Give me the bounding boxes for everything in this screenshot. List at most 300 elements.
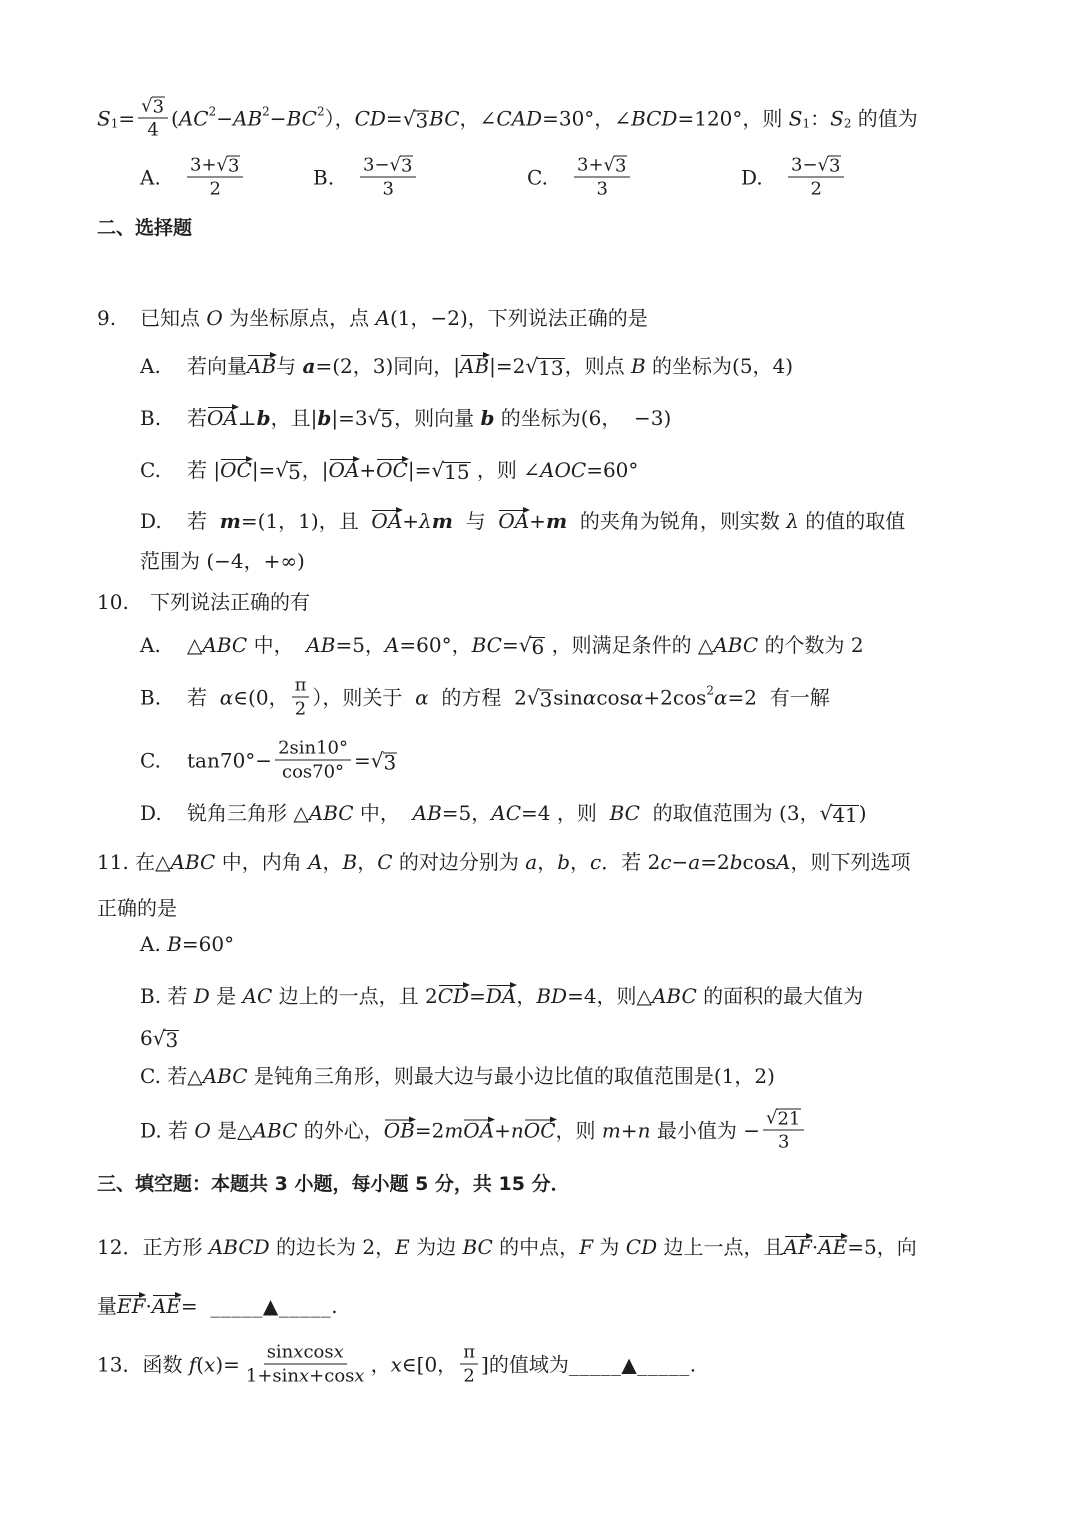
math-variable: A: [776, 850, 791, 874]
math-variable: BC: [429, 106, 460, 130]
fraction: [788, 155, 844, 200]
math-variable: α: [582, 685, 597, 709]
q10-option-a: [140, 633, 864, 657]
math-variable: BC: [462, 1235, 493, 1259]
text-run: =: [385, 106, 403, 130]
text-run: =30°，∠: [542, 106, 632, 130]
fraction-denominator: 3: [596, 178, 608, 200]
text-run: =: [501, 633, 519, 657]
vector: DA: [485, 984, 517, 1008]
q11-option-d: [140, 1108, 807, 1153]
text-run: =60°: [181, 932, 235, 956]
text-run: .: [689, 1352, 697, 1376]
text-run: 中，内角: [215, 850, 309, 874]
math-variable: B: [630, 354, 646, 378]
sqrt: [820, 801, 859, 825]
q10-option-d: [140, 801, 867, 825]
text-run: 若向量: [187, 354, 247, 378]
sqrt: [604, 155, 628, 176]
q10-stem-line: [97, 590, 310, 614]
math-variable: α: [714, 685, 728, 709]
math-variable: BC: [286, 106, 317, 130]
superscript: 2: [208, 104, 217, 118]
q11-option-b: [140, 984, 863, 1008]
text-run: +2cos: [643, 685, 707, 709]
fraction-denominator: 2: [209, 178, 221, 200]
text-run: ，: [537, 850, 558, 874]
text-run: tan70°−: [187, 748, 273, 772]
math-variable: S: [97, 106, 111, 130]
option-label: D.: [741, 165, 763, 189]
fraction-denominator: 2: [294, 698, 307, 720]
math-variable: ABC: [202, 1064, 248, 1088]
text-run: =(1，1)，且: [240, 509, 372, 533]
vector: OA: [498, 509, 530, 533]
fraction-numerator: π: [292, 675, 310, 698]
text-run: ，: [370, 1352, 391, 1376]
option-label: A.: [140, 354, 161, 378]
fraction: [292, 675, 310, 720]
text-run: ]的值域为: [481, 1352, 569, 1376]
q9-option-b: [140, 406, 671, 430]
math-variable: c: [660, 850, 672, 874]
fraction: [763, 1108, 804, 1153]
sqrt-radicand: √ 3: [415, 108, 429, 132]
text-run: ，: [357, 850, 378, 874]
sqrt: [368, 406, 394, 430]
text-run: +cos: [309, 1365, 355, 1387]
math-variable: AB: [306, 633, 336, 657]
math-variable: CD: [625, 1235, 658, 1259]
fraction: [574, 155, 630, 200]
vector: OA: [207, 406, 238, 430]
text-run: 与: [276, 354, 303, 378]
answer-blank: _____▲_____: [568, 1352, 690, 1376]
fraction: [138, 96, 168, 141]
math-variable: ABC: [252, 1118, 298, 1142]
vector-variable: a: [302, 354, 316, 378]
math-variable: AB: [233, 106, 263, 130]
subscript: 1: [802, 116, 811, 130]
math-variable: b: [729, 850, 743, 874]
math-variable: m: [601, 1118, 621, 1142]
sqrt: [141, 96, 165, 117]
vector-variable: b: [480, 406, 495, 430]
math-variable: λ: [786, 509, 799, 533]
text-run: sin: [266, 1341, 294, 1363]
math-variable: x: [354, 1365, 365, 1387]
text-run: 最小值为 −: [650, 1118, 760, 1142]
sqrt-radicand: √ 5: [288, 460, 301, 484]
text-run: |=2: [489, 354, 526, 378]
fraction-numerator: [138, 96, 168, 119]
text-run: =4，则△: [567, 984, 652, 1008]
vector-variable: m: [219, 509, 241, 533]
text-run: 的对边分别为: [392, 850, 526, 874]
subscript: 2: [843, 116, 852, 130]
text-run: ，∠: [459, 106, 497, 130]
fraction: [460, 1342, 478, 1387]
fraction-numerator: [574, 155, 630, 178]
math-variable: AC: [491, 801, 522, 825]
text-run: =5，: [441, 801, 492, 825]
text-run: 范围为 (−4，+∞): [140, 549, 305, 573]
text-run: 若: [187, 406, 207, 430]
text-run: =60°: [586, 458, 639, 482]
q11-option-b-continued: [140, 1026, 179, 1050]
math-variable: x: [390, 1352, 402, 1376]
math-variable: b: [557, 850, 571, 874]
text-run: 为坐标原点，点: [222, 306, 376, 330]
q9-option-a: [140, 354, 793, 378]
text-run: ．若 2: [601, 850, 661, 874]
fraction-numerator: 2sin10°: [275, 738, 351, 761]
text-run: |=3: [331, 406, 368, 430]
math-variable: n: [510, 1118, 524, 1142]
sqrt-radicand: √ 6: [531, 635, 545, 659]
text-run: =60°，: [399, 633, 472, 657]
text-run: =2: [700, 850, 730, 874]
vector: AE: [151, 1294, 181, 1318]
text-run: ∈[0，: [401, 1352, 458, 1376]
sqrt-radicand: √ 3: [829, 155, 841, 177]
math-variable: C: [377, 850, 393, 874]
fraction-numerator: π: [460, 1342, 478, 1365]
text-run: =120°，则: [677, 106, 789, 130]
text-run: 的值的取值: [798, 509, 906, 533]
q11-option-a: [140, 932, 234, 956]
math-variable: x: [333, 1341, 344, 1363]
text-run: ，且|: [270, 406, 318, 430]
option-label: B.: [140, 406, 162, 430]
text-run: )=: [215, 1352, 240, 1376]
math-variable: α: [219, 685, 234, 709]
q13-stem-line: [97, 1342, 696, 1387]
fraction-numerator: [187, 155, 243, 178]
text-run: (: [196, 1352, 205, 1376]
math-variable: a: [688, 850, 701, 874]
math-variable: BC: [609, 801, 640, 825]
vector: OC: [376, 458, 408, 482]
vector: OA: [371, 509, 403, 533]
text-run: ，则: [555, 1118, 602, 1142]
text-run: 11. 在△: [97, 850, 171, 874]
vector: OB: [383, 1118, 415, 1142]
math-variable: ABC: [713, 633, 759, 657]
text-run: +: [620, 1118, 638, 1142]
text-run: 3−: [791, 154, 818, 176]
text-run: D. 若: [140, 1118, 195, 1142]
math-variable: O: [206, 306, 223, 330]
text-run: 的中点，: [492, 1235, 580, 1259]
math-variable: A: [384, 633, 400, 657]
vector: OC: [523, 1118, 556, 1142]
text-run: 为: [593, 1235, 626, 1259]
text-run: ∈(0，: [233, 685, 289, 709]
text-run: 6: [140, 1026, 153, 1050]
q8-stem-line: [97, 96, 918, 141]
math-variable: A: [375, 306, 390, 330]
vector: AB: [247, 354, 277, 378]
text-run: (: [171, 106, 179, 130]
fraction-denominator: 4: [147, 119, 159, 141]
sqrt: [766, 1108, 801, 1129]
math-variable: B: [167, 932, 182, 956]
text-run: ，则点: [564, 354, 631, 378]
sqrt-radicand: √ 5: [380, 408, 394, 432]
text-run: 3+: [190, 154, 217, 176]
vector: CD: [437, 984, 470, 1008]
math-variable: S: [788, 106, 803, 130]
option-label: A.: [140, 633, 161, 657]
fraction-denominator: cos70°: [282, 761, 345, 783]
math-variable: a: [525, 850, 538, 874]
option-label: B.: [140, 685, 162, 709]
text-run: sin: [553, 685, 583, 709]
q8-option-c: [527, 155, 633, 200]
text-run: 若 |: [187, 458, 221, 482]
text-run: 12．正方形: [97, 1235, 209, 1259]
math-variable: α: [629, 685, 644, 709]
sqrt: [519, 633, 545, 657]
answer-blank: _____▲_____: [210, 1294, 332, 1318]
text-run: 是: [209, 984, 243, 1008]
text-run: 与: [452, 509, 499, 533]
text-run: 3+: [577, 154, 604, 176]
text-run: ，|: [301, 458, 329, 482]
q11-stem-line: [97, 850, 911, 874]
sqrt: [275, 458, 301, 482]
text-run: 3−: [363, 154, 390, 176]
sqrt-radicand: √ 3: [152, 96, 165, 118]
text-run: ·: [145, 1294, 152, 1318]
sqrt-radicand: √ 15: [444, 460, 470, 484]
text-run: ：: [810, 106, 831, 130]
superscript: 2: [706, 683, 715, 697]
math-variable: λ: [419, 509, 432, 533]
text-run: cos: [596, 685, 630, 709]
math-variable: O: [194, 1118, 211, 1142]
text-run: ⊥: [237, 406, 257, 430]
math-variable: x: [293, 1341, 304, 1363]
q9-option-d-continued: [140, 549, 305, 573]
text-run: ，: [570, 850, 591, 874]
sqrt: [371, 748, 397, 772]
subscript: 1: [110, 116, 119, 130]
vector: AF: [783, 1235, 812, 1259]
text-run: 是钝角三角形，则最大边与最小边比值的取值范围是(1，2): [247, 1064, 775, 1088]
text-run: 13．函数: [97, 1352, 189, 1376]
q10-option-b: [140, 675, 830, 720]
text-run: =: [118, 106, 136, 130]
section-heading-2: [97, 216, 192, 240]
fraction-numerator: [788, 155, 844, 178]
text-run: =2: [414, 1118, 445, 1142]
sqrt: [527, 685, 553, 709]
fraction: [243, 1342, 368, 1387]
vector: OA: [463, 1118, 495, 1142]
text-run: =: [180, 1294, 211, 1318]
sqrt: [403, 106, 429, 130]
text-run: 的面积的最大值为: [696, 984, 864, 1008]
fraction: [360, 155, 416, 200]
text-run: ，则向量: [394, 406, 481, 430]
sqrt-radicand: √ 3: [228, 155, 240, 177]
superscript: 2: [262, 104, 270, 118]
text-run: ·: [811, 1235, 819, 1259]
text-run: 边上的一点，且 2: [272, 984, 438, 1008]
text-run: ，: [322, 850, 343, 874]
text-run: 的夹角为锐角，则实数: [567, 509, 787, 533]
math-variable: S: [830, 106, 844, 130]
fraction-denominator: 2: [463, 1365, 475, 1387]
math-variable: x: [299, 1365, 310, 1387]
fraction-numerator: [264, 1342, 347, 1365]
math-variable: F: [579, 1235, 594, 1259]
question-number: 10.: [97, 590, 129, 614]
vector-variable: m: [431, 509, 453, 533]
superscript: 2: [316, 104, 325, 118]
text-run: cos: [742, 850, 777, 874]
text-run: −: [671, 850, 689, 874]
text-run: 若: [187, 509, 220, 533]
text-run: 的值为: [851, 106, 918, 130]
option-label: C.: [140, 458, 161, 482]
text-run: △: [187, 633, 203, 657]
vector: AE: [818, 1235, 848, 1259]
q12-stem-continued: [97, 1294, 338, 1318]
option-label: A.: [140, 165, 161, 189]
text-run: =5，: [335, 633, 385, 657]
text-run: 的边长为 2，: [269, 1235, 396, 1259]
option-label: C.: [527, 165, 548, 189]
sqrt-radicand: √ 21: [777, 1108, 801, 1130]
text-run: B. 若: [140, 984, 194, 1008]
text-run: 的坐标为(5，4): [645, 354, 794, 378]
q9-option-c: [140, 458, 638, 482]
fraction: [187, 155, 243, 200]
math-variable: ABC: [651, 984, 697, 1008]
section-title: 二、选择题: [97, 217, 193, 239]
q9-stem-line: [97, 306, 648, 330]
q10-option-c: [140, 738, 397, 783]
math-variable: ABC: [170, 850, 216, 874]
q8-option-d: [741, 155, 847, 200]
vector: EF: [117, 1294, 146, 1318]
text-run: |=: [251, 458, 276, 482]
text-run: |=: [407, 458, 432, 482]
text-run: 锐角三角形 △: [187, 801, 309, 825]
q8-option-b: [313, 155, 419, 200]
text-run: (1，−2)，下列说法正确的是: [389, 306, 648, 330]
text-run: 边上一点，且: [657, 1235, 784, 1259]
q12-stem-line: [97, 1235, 917, 1259]
question-number: 9.: [97, 306, 117, 330]
text-run: 的个数为 2: [758, 633, 864, 657]
vector-variable: b: [256, 406, 271, 430]
sqrt: [390, 155, 414, 176]
text-run: 的取值范围为 (3，: [639, 801, 820, 825]
text-run: 中，: [247, 633, 307, 657]
math-variable: f: [188, 1352, 197, 1376]
text-run: 量: [97, 1294, 117, 1318]
text-run: ，: [516, 984, 537, 1008]
option-label: C.: [140, 748, 161, 772]
math-variable: CAD: [496, 106, 543, 130]
q11-option-c: [140, 1064, 775, 1088]
text-run: ，则下列选项: [790, 850, 911, 874]
math-variable: AC: [178, 106, 209, 130]
sqrt-radicand: √ 41: [832, 803, 858, 827]
text-run: −: [269, 106, 287, 130]
text-run: ，则满足条件的 △: [545, 633, 714, 657]
text-run: 正确的是: [97, 896, 177, 920]
text-run: =2 有一解: [727, 685, 830, 709]
text-run: −: [216, 106, 234, 130]
math-variable: D: [193, 984, 210, 1008]
fraction-numerator: [763, 1108, 804, 1131]
text-run: 的外心，: [297, 1118, 384, 1142]
text-run: cos: [303, 1341, 334, 1363]
text-run: 1+sin: [245, 1365, 299, 1387]
vector-variable: m: [545, 509, 568, 533]
text-run: 的坐标为(6， −3): [494, 406, 672, 430]
math-variable: α: [415, 685, 429, 709]
sqrt-radicand: √ 3: [401, 155, 413, 177]
text-run: A.: [140, 932, 168, 956]
sqrt-radicand: √ 3: [165, 1028, 179, 1052]
fraction-denominator: [243, 1365, 368, 1387]
section-title: 三、填空题：本题共 3 小题，每小题 5 分，共 15 分．: [97, 1173, 570, 1195]
sqrt-radicand: √ 13: [538, 356, 564, 380]
math-variable: E: [395, 1235, 410, 1259]
vector-variable: b: [317, 406, 332, 430]
sqrt: [431, 458, 470, 482]
math-variable: AB: [412, 801, 442, 825]
sqrt: [818, 155, 842, 176]
math-variable: BC: [471, 633, 502, 657]
text-run: 是△: [210, 1118, 253, 1142]
sqrt-radicand: √ 3: [615, 155, 627, 177]
option-label: B.: [313, 165, 335, 189]
math-variable: ABC: [308, 801, 354, 825]
math-variable: BCD: [631, 106, 678, 130]
text-run: ），则关于: [312, 685, 416, 709]
math-variable: B: [342, 850, 358, 874]
text-run: +: [529, 509, 546, 533]
sqrt: [217, 155, 241, 176]
text-run: +: [402, 509, 420, 533]
q8-option-a: [140, 155, 246, 200]
sqrt-radicand: √ 3: [539, 687, 553, 711]
math-variable: n: [637, 1118, 651, 1142]
fraction-denominator: 2: [810, 178, 822, 200]
text-run: +: [359, 458, 377, 482]
vector: OA: [328, 458, 360, 482]
text-run: =: [469, 984, 486, 1008]
text-run: ): [858, 801, 867, 825]
option-label: D.: [140, 509, 162, 533]
math-variable: c: [590, 850, 602, 874]
math-variable: AOC: [540, 458, 587, 482]
sqrt-radicand: √ 3: [383, 750, 397, 774]
math-variable: CD: [354, 106, 386, 130]
text-run: =: [354, 748, 371, 772]
math-variable: A: [308, 850, 323, 874]
math-variable: ABC: [202, 633, 248, 657]
math-variable: BD: [536, 984, 568, 1008]
text-run: =4 ，则: [521, 801, 610, 825]
